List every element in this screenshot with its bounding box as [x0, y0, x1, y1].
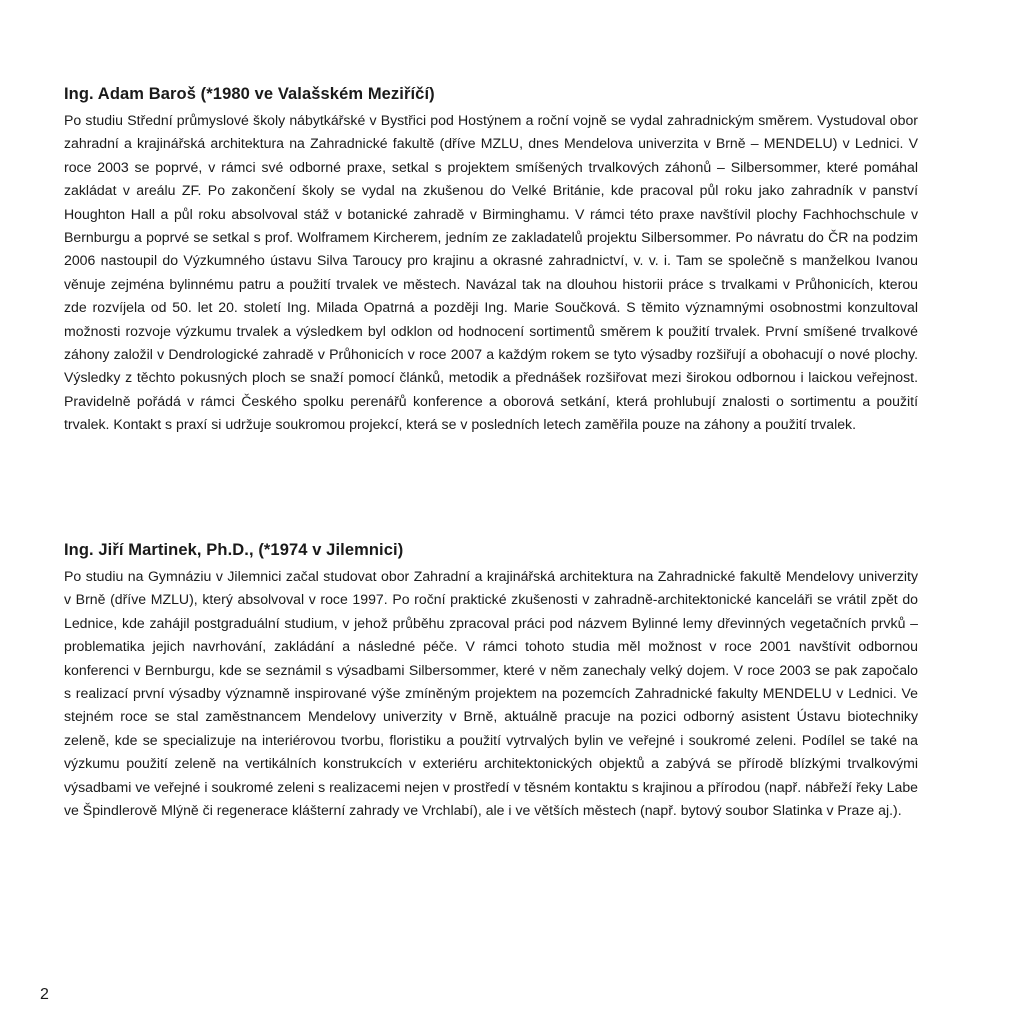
author-bio-paragraph: Po studiu Střední průmyslové školy nábytkářské v Bystřici pod Hostýnem a roční vojně se vydal zahradnickým směrem. Vystudoval obor zahradní a krajinářská architektura na Zahradnické fakultě (dříve MZLU, dnes Mendelova univerzita v Brně – MENDELU) v Lednici. V roce 2003 se poprvé, v rámci své odborné praxe, setkal s projektem smíšených trvalkových záhonů – Silbersommer, které pomáhal zakládat v areálu ZF. Po zakončení školy se vydal na zkušenou do Velké Británie, kde pracoval půl roku jako zahradník v panství Houghton Hall a půl roku absolvoval stáž v botanické zahradě v Birminghamu. V rámci této praxe navštívil plochy Fachhochschule v Bernburgu a poprvé se setkal s prof. Wolframem Kircherem, jedním ze zakladatelů projektu Silbersommer. Po návratu do ČR na podzim 2006 nastoupil do Výzkumného ústavu Silva Taroucy pro krajinu a okrasné zahradnictví, v. v. i. Tam se společně s manželkou Ivanou věnuje zejména bylinnému patru a použití trvalek ve městech. Navázal tak na dlouhou historii práce s trvalkami v Průhonicích, kterou zde rozvíjela od 50. let 20. století Ing. Milada Opatrná a později Ing. Marie Součková. S těmito významnými osobnostmi konzultoval možnosti rozvoje výzkumu trvalek a výsledkem byl odklon od hodnocení sortimentů směrem k použití trvalek. První smíšené trvalkové záhony založil v Dendrologické zahradě v Průhonicích v roce 2007 a každým rokem se tyto výsadby rozšiřují a obohacují o nové plochy. Výsledky z těchto pokusných ploch se snaží pomocí článků, metodik a přednášek rozšiřovat mezi širokou odbornou i laickou veřejnost. Pravidelně pořádá v rámci Českého spolku perenářů konference a oborová setkání, která prohlubují znalosti o sortimentu a použití trvalek. Kontakt s praxí si udržuje soukromou projekcí, která se v posledních letech zaměřila pouze na záhony a použití trvalek. [64, 112, 918, 433]
author-bio-paragraph: Po studiu na Gymnáziu v Jilemnici začal studovat obor Zahradní a krajinářská architektura na Zahradnické fakultě Mendelovy univerzity v Brně (dříve MZLU), který absolvoval v roce 1997. Po roční praktické zkušenosti v zahradně-architektonické kanceláři se vrátil zpět do Lednice, kde zahájil postgraduální studium, v jehož průběhu zpracoval práci pod názvem Bylinné lemy dřevinných vegetačních prvků – problematika jejich navrhování, zakládání a následné péče. V rámci tohoto studia měl možnost v roce 2001 navštívit odbornou konferenci v Bernburgu, kde se seznámil s výsadbami Silbersommer, které v něm zanechaly velký dojem. V roce 2003 se pak započalo s realizací první výsadby významně inspirované výše zmíněným projektem na pozemcích Zahradnické fakulty MENDELU v Lednici. Ve stejném roce se stal zaměstnancem Mendelovy univerzity v Brně, aktuálně pracuje na pozici odborný asistent Ústavu biotechniky zeleně, kde se specializuje na interiérovou tvorbu, floristiku a použití vytrvalých bylin ve veřejné i soukromé zeleni. Podílel se také na výzkumu použití zeleně na vertikálních konstrukcích v exteriéru architektonických objektů a zabývá se přírodě blízkými trvalkovými výsadbami ve veřejné i soukromé zeleni s realizacemi nejen v prostředí v těsném kontaktu s krajinou a přírodou (např. nábřeží řeky Labe ve Špindlerově Mlýně či regenerace klášterní zahrady ve Vrchlabí), ale i ve větších městech (např. bytový soubor Slatinka v Praze aj.). [64, 568, 918, 819]
page-number: 2 [40, 986, 49, 1003]
author-name-heading: Ing. Jiří Martinek, Ph.D., (*1974 v Jilemnici) [64, 541, 404, 559]
author-bio-baros [64, 82, 918, 437]
author-bio-martinek [64, 538, 918, 822]
author-name-heading: Ing. Adam Baroš (*1980 ve Valašském Meziříčí) [64, 85, 435, 103]
